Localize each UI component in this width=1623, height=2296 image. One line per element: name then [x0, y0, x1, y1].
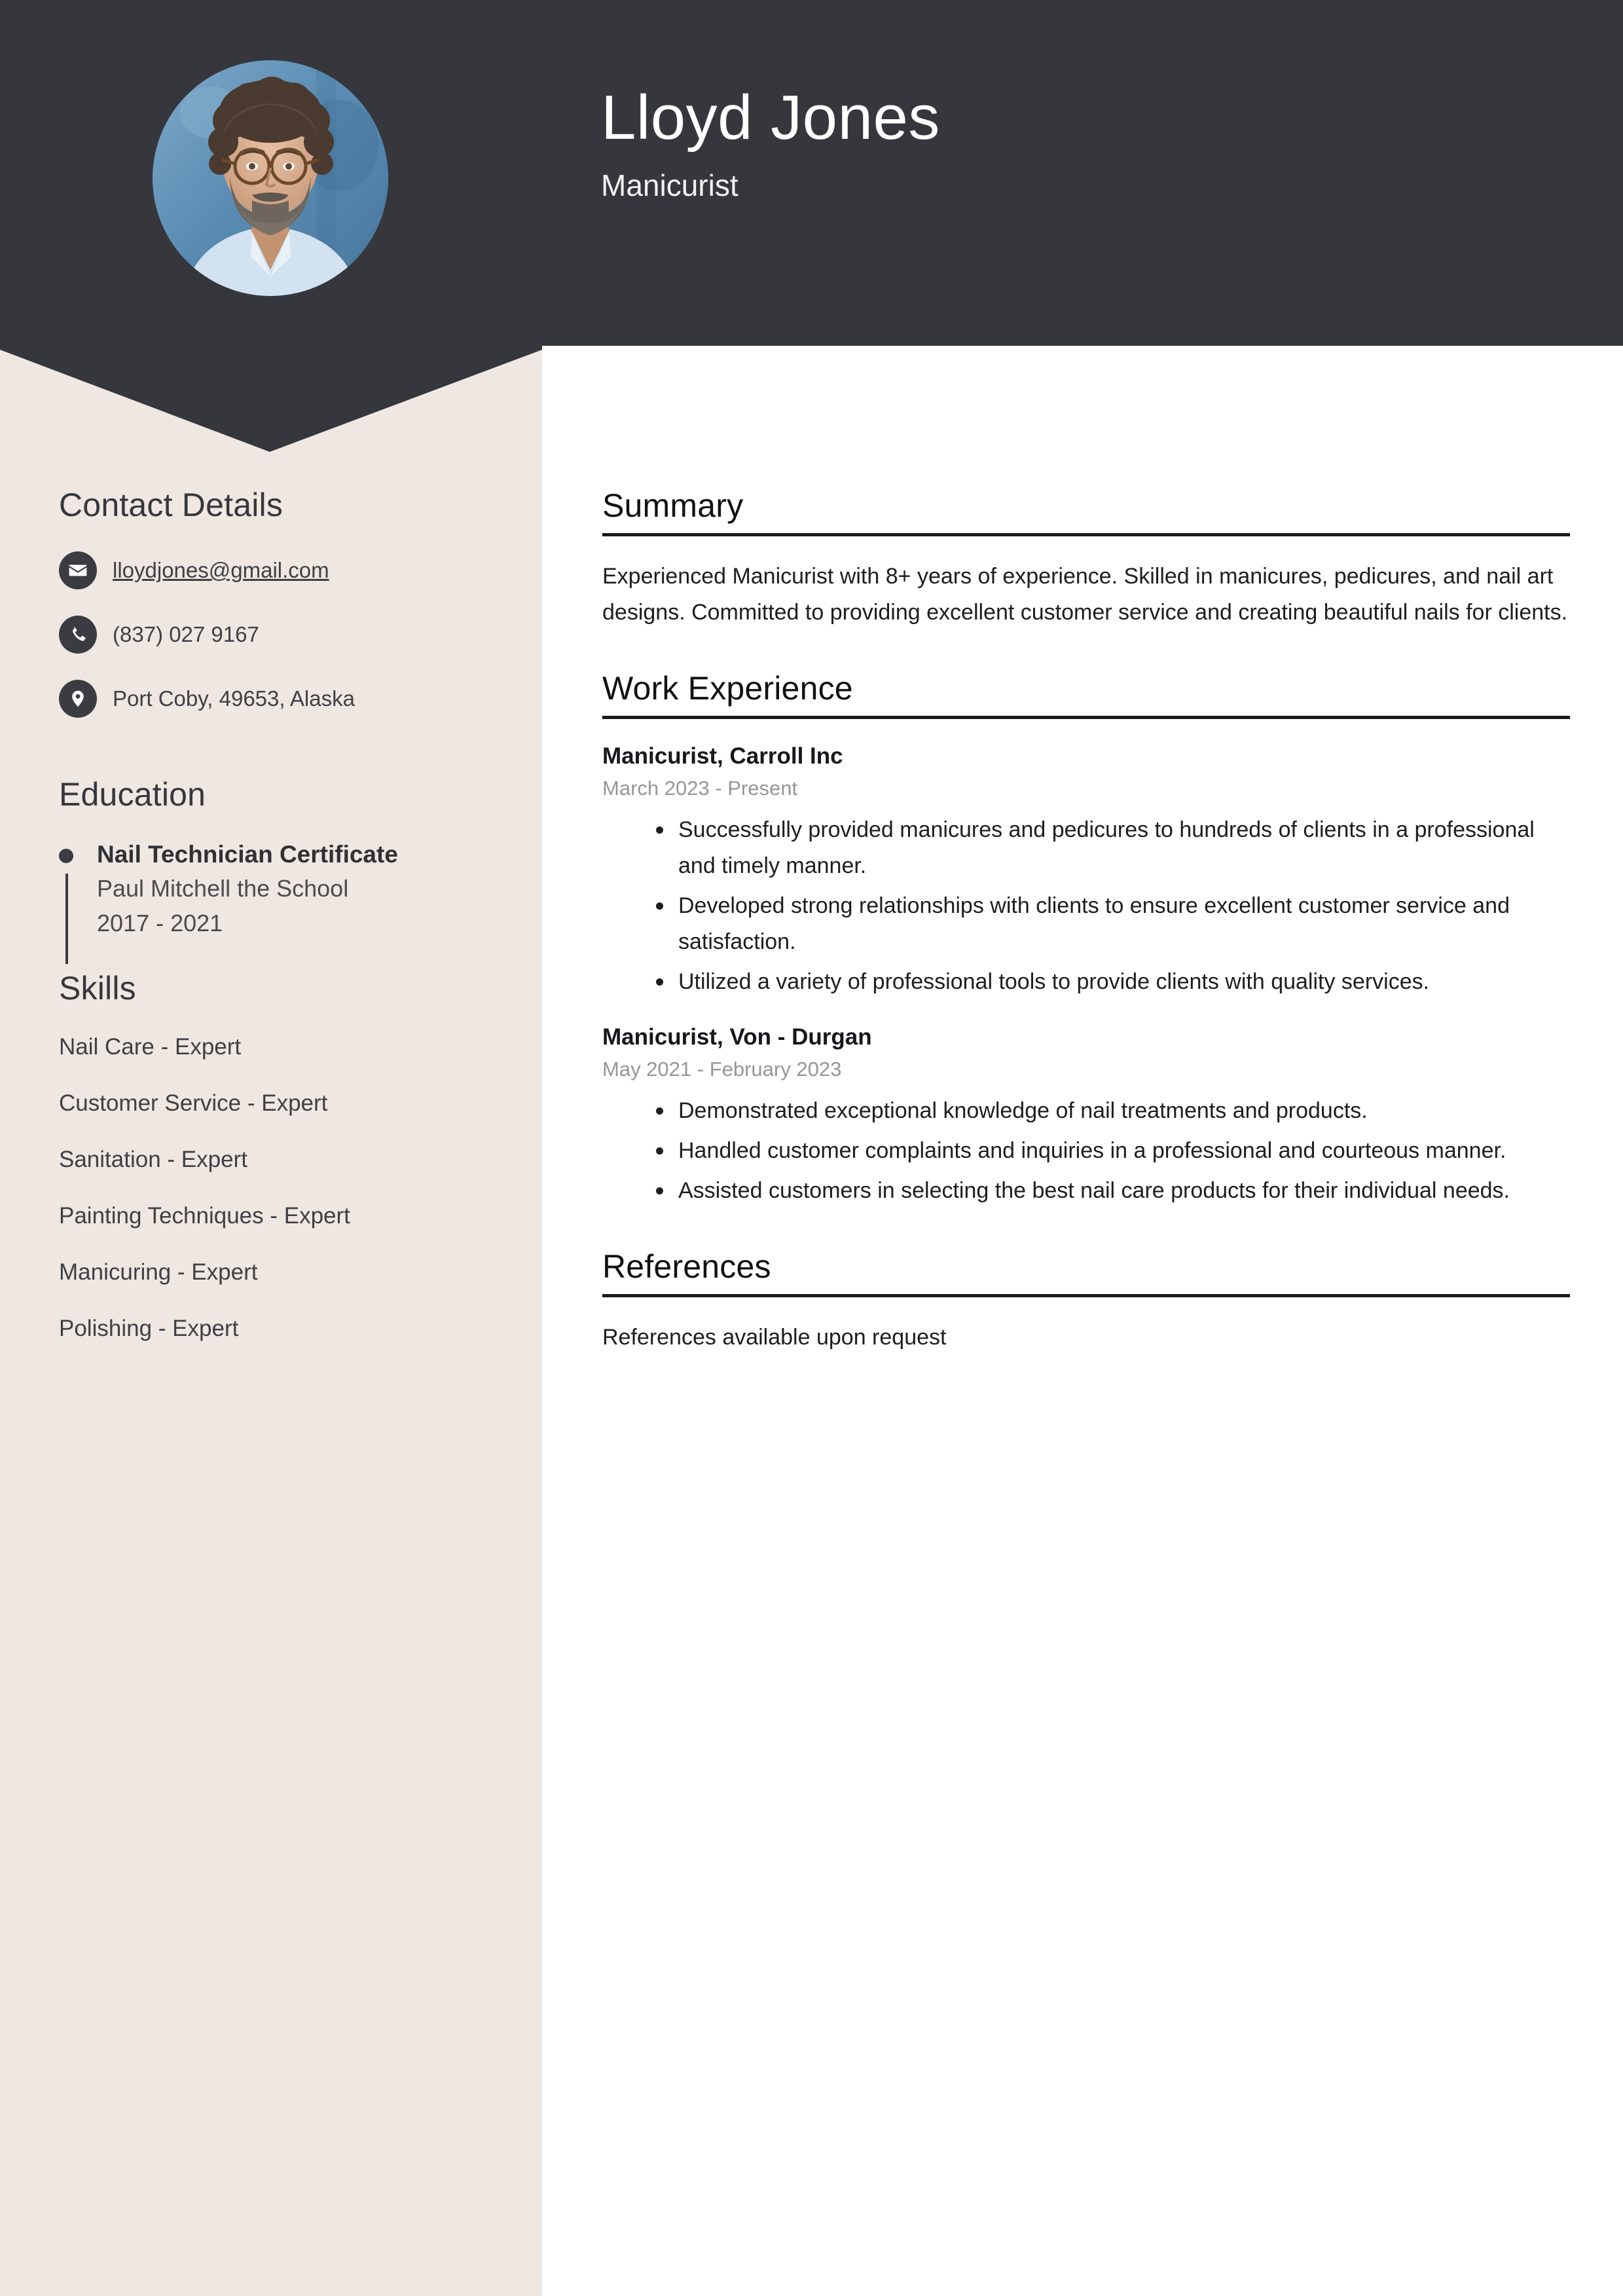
work-experience-section	[602, 669, 1570, 1209]
education-dates: 2017 - 2021	[97, 910, 223, 937]
job-dates: May 2021 - February 2023	[602, 1057, 842, 1081]
job-bullet-list	[602, 812, 1570, 1000]
job-bullet: Utilized a variety of professional tools to provide clients with quality services.	[678, 964, 1570, 1000]
job-entry	[602, 741, 1570, 1000]
timeline-line	[65, 874, 68, 964]
summary-heading: Summary	[602, 487, 744, 524]
contact-details-section	[59, 486, 517, 718]
sidebar	[59, 486, 517, 1371]
skill-item: Manicuring - Expert	[59, 1259, 258, 1286]
summary-body	[602, 559, 1570, 631]
spacer	[59, 744, 517, 775]
summary-text: Experienced Manicurist with 8+ years of experience. Skilled in manicures, pedicures, and nail art designs. Committed to providing excellent customer service and creating beautiful nails for clients.	[602, 564, 1568, 625]
references-text: References available upon request	[602, 1325, 947, 1350]
job-bullet: Successfully provided manicures and pedicures to hundreds of clients in a professional and timely manner.	[678, 812, 1570, 884]
job-bullet: Assisted customers in selecting the best nail care products for their individual needs.	[678, 1173, 1570, 1209]
work-experience-body	[602, 741, 1570, 1209]
education-school: Paul Mitchell the School	[97, 875, 349, 902]
skill-item: Customer Service - Expert	[59, 1090, 328, 1117]
job-bullet: Demonstrated exceptional knowledge of nail treatments and products.	[678, 1093, 1570, 1129]
contact-item-email[interactable]	[59, 551, 517, 589]
references-heading: References	[602, 1248, 771, 1286]
skills-section	[59, 969, 517, 1342]
education-degree: Nail Technician Certificate	[97, 841, 398, 868]
contact-item-address[interactable]	[59, 680, 517, 718]
skills-list	[59, 1033, 517, 1342]
page-title: Lloyd Jones	[601, 83, 940, 153]
job-entry	[602, 1022, 1570, 1209]
contact-list	[59, 551, 517, 718]
section-divider	[602, 716, 1570, 719]
envelope-icon	[59, 551, 97, 589]
contact-phone-value[interactable]: (837) 027 9167	[113, 622, 259, 647]
spacer	[59, 938, 517, 969]
contact-address-value[interactable]: Port Coby, 49653, Alaska	[113, 686, 355, 711]
job-role: Manicurist, Von - Durgan	[602, 1024, 872, 1050]
education-item	[59, 840, 517, 938]
references-section	[602, 1247, 1570, 1355]
work-experience-heading: Work Experience	[602, 670, 853, 707]
skill-item: Sanitation - Expert	[59, 1147, 247, 1173]
section-divider	[602, 1294, 1570, 1297]
skill-item: Nail Care - Expert	[59, 1034, 242, 1060]
contact-details-heading: Contact Details	[59, 487, 283, 523]
references-body	[602, 1320, 1570, 1355]
job-bullet-list	[602, 1093, 1570, 1209]
skill-item: Polishing - Expert	[59, 1316, 239, 1342]
header-text-block	[601, 84, 1518, 202]
contact-email-value[interactable]: lloydjones@gmail.com	[113, 558, 329, 583]
main-content	[602, 486, 1570, 1394]
job-bullet: Handled customer complaints and inquiries in a professional and courteous manner.	[678, 1133, 1570, 1169]
job-title: Manicurist	[601, 168, 739, 202]
section-divider	[602, 533, 1570, 536]
summary-section	[602, 486, 1570, 631]
map-pin-icon	[59, 680, 97, 718]
education-heading: Education	[59, 776, 206, 813]
phone-icon	[59, 616, 97, 654]
bullet-dot-icon	[59, 849, 73, 863]
job-bullet: Developed strong relationships with clients to ensure excellent customer service and satisfaction.	[678, 888, 1570, 960]
skills-heading: Skills	[59, 970, 136, 1007]
education-section	[59, 775, 517, 938]
contact-item-phone[interactable]	[59, 616, 517, 654]
job-dates: March 2023 - Present	[602, 776, 798, 800]
skill-item: Painting Techniques - Expert	[59, 1203, 350, 1229]
job-role: Manicurist, Carroll Inc	[602, 743, 843, 769]
avatar	[153, 60, 388, 296]
